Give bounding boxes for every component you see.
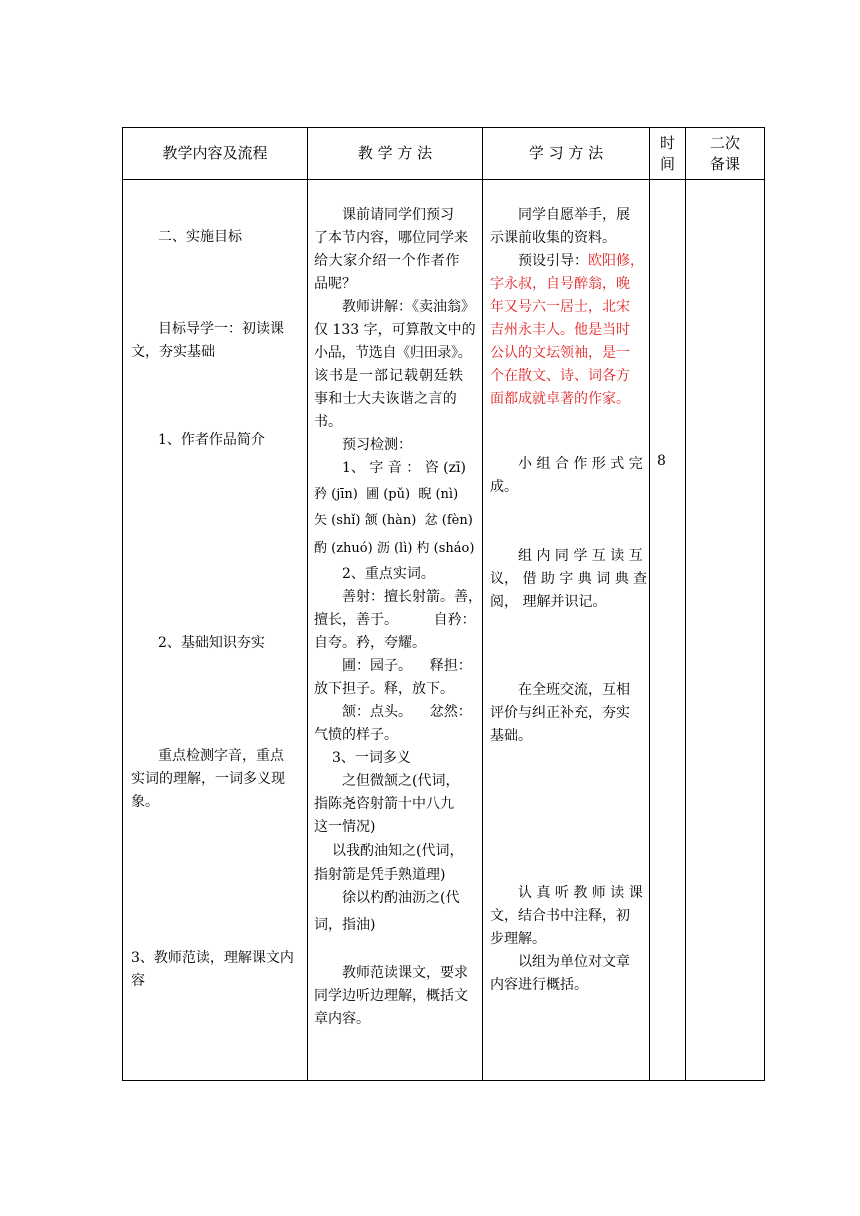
- method-line: 圃：园子。 释担：: [342, 658, 472, 674]
- method-line: 放下担子。释，放下。: [314, 681, 454, 697]
- column-divider-4: [685, 127, 686, 1081]
- method-line: 给大家介绍一个作者作: [314, 253, 460, 269]
- study-line: 以组为单位对文章: [518, 954, 630, 970]
- study-highlight-line: 吉州永丰人。他是当时: [490, 322, 630, 338]
- table-border-bottom: [122, 1080, 765, 1081]
- study-line: [518, 250, 644, 270]
- study-highlight-line: 年又号六一居士，北宋: [490, 299, 630, 315]
- header-second-prep: 二次 备课: [709, 133, 740, 173]
- header-teaching-method: 教 学 方 法: [357, 144, 433, 162]
- section-implementation-goal: 二、实施目标: [158, 229, 242, 245]
- method-line: 颔：点头。 忿然：: [342, 704, 472, 720]
- method-line: 指陈尧咨射箭十中八九: [314, 796, 454, 812]
- study-line: 成。: [490, 479, 518, 495]
- method-line: 自夸。矜，夸耀。: [314, 635, 426, 651]
- model-reading-line1: 3、教师范读，理解课文内: [131, 950, 294, 966]
- study-line: 阅， 理解并识记。: [490, 594, 607, 610]
- author-intro-heading: 1、作者作品简介: [158, 432, 265, 448]
- study-highlight-line: 字永叔，自号醉翁，晚: [490, 276, 630, 292]
- method-line: 教师范读课文，要求: [342, 965, 468, 981]
- basic-knowledge-heading: 2、基础知识夯实: [158, 635, 265, 651]
- method-line: 善射：擅长射箭。善，: [342, 589, 482, 605]
- key-check-line2: 实词的理解，一词多义现: [131, 771, 285, 787]
- goal-one-line1: 目标导学一：初读课: [158, 321, 284, 337]
- method-line: 了本节内容，哪位同学来: [314, 230, 468, 246]
- column-divider-3: [649, 127, 650, 1081]
- method-line: 书。: [314, 414, 342, 430]
- method-line: 品呢？: [314, 276, 356, 292]
- study-line: 基础。: [490, 728, 532, 744]
- pronunciation-line: 酌 (zhuó) 沥 (lì) 杓 (sháo): [314, 541, 475, 556]
- study-line: 议， 借 助 字 典 词 典 查: [490, 571, 648, 587]
- table-border-left: [122, 127, 123, 1081]
- method-line: 指射箭是凭手熟道理): [314, 867, 446, 883]
- study-line: 评价与纠正补充，夯实: [490, 705, 630, 721]
- method-line: 以我酌油知之(代词，: [332, 843, 464, 859]
- column-divider-1: [307, 127, 308, 1081]
- table-header-divider: [122, 179, 765, 180]
- study-guide-label: 预设引导：: [518, 253, 588, 269]
- study-highlight-line: 个在散文、诗、词各方: [490, 368, 630, 384]
- header-time: 时 间: [659, 133, 675, 173]
- method-line: 这一情况): [314, 819, 376, 835]
- method-line: 徐以杓酌油沥之(代: [342, 890, 460, 906]
- study-line: 在全班交流，互相: [518, 682, 630, 698]
- key-check-line1: 重点检测字音，重点: [158, 748, 284, 764]
- study-line: 同学自愿举手，展: [518, 207, 630, 223]
- method-line: 章内容。: [314, 1011, 370, 1027]
- method-line: 2、重点实词。: [342, 566, 435, 582]
- header-content-flow: 教学内容及流程: [162, 144, 268, 162]
- study-line: 认 真 听 教 师 读 课: [518, 885, 643, 901]
- study-line: 内容进行概括。: [490, 977, 588, 993]
- method-line: 气愤的样子。: [314, 727, 398, 743]
- method-line: 仅 133 字，可算散文中的: [314, 322, 476, 338]
- study-line: 步理解。: [490, 931, 546, 947]
- time-value: 8: [657, 453, 666, 469]
- goal-one-line2: 文，夯实基础: [131, 344, 215, 360]
- study-line: 小 组 合 作 形 式 完: [518, 456, 643, 472]
- method-line: 教师讲解：《卖油翁》: [342, 299, 475, 315]
- study-line: 文，结合书中注释，初: [490, 908, 630, 924]
- method-line: 小品，节选自《归田录》。: [314, 345, 472, 361]
- method-line: 预习检测：: [342, 437, 412, 453]
- study-line: 组 内 同 学 互 读 互: [518, 548, 643, 564]
- study-guide-highlight: 欧阳修，: [588, 253, 644, 269]
- pronunciation-line: 矜 (jīn) 圃 (pǔ) 睨 (nì): [314, 487, 459, 502]
- study-line: 示课前收集的资料。: [490, 230, 616, 246]
- header-learning-method: 学 习 方 法: [528, 144, 604, 162]
- method-line: 该书是一部记载朝廷轶: [314, 368, 464, 384]
- method-line: 同学边听边理解，概括文: [314, 988, 468, 1004]
- column-divider-2: [482, 127, 483, 1081]
- method-line: 事和士大夫诙谐之言的: [314, 391, 457, 407]
- method-line: 之但微颔之(代词，: [342, 773, 460, 789]
- method-line: 擅长，善于。 自矜：: [314, 612, 476, 628]
- table-border-right: [764, 127, 765, 1081]
- pronunciation-line: 矢 (shǐ) 颔 (hàn) 忿 (fèn): [314, 513, 473, 528]
- key-check-line3: 象。: [131, 794, 159, 810]
- study-highlight-line: 面都成就卓著的作家。: [490, 391, 630, 407]
- method-line: 3、一词多义: [332, 750, 411, 766]
- method-line: 词，指油): [314, 917, 376, 933]
- method-line: 课前请同学们预习: [342, 207, 454, 223]
- model-reading-line2: 容: [131, 973, 145, 989]
- study-highlight-line: 公认的文坛领袖，是一: [490, 345, 630, 361]
- pronunciation-line: 1、 字 音 ： 咨 (zī): [342, 460, 466, 476]
